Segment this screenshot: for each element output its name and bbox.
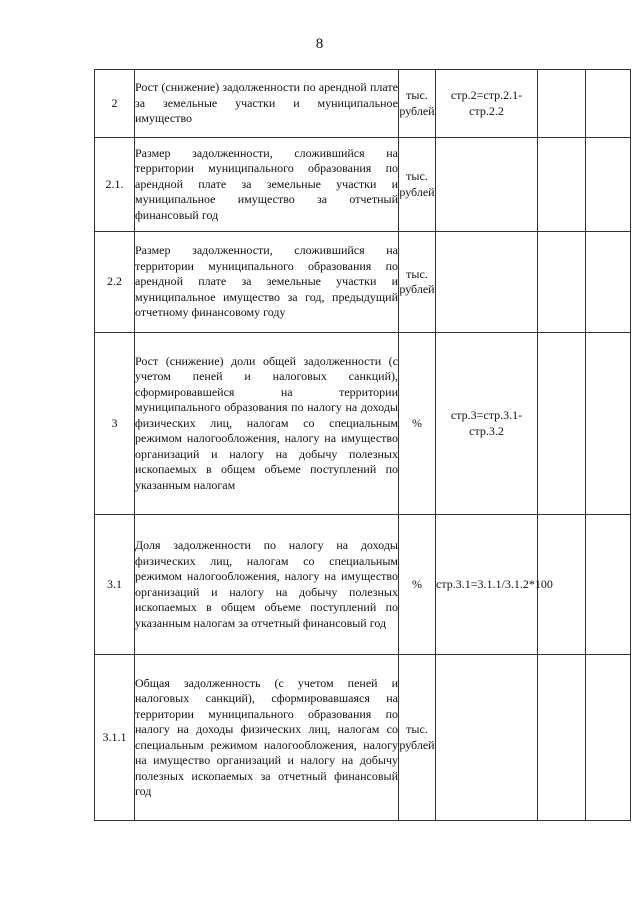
- row-number: 3.1.1: [95, 655, 135, 821]
- table-row: [95, 333, 631, 515]
- row-formula: стр.3.1=3.1.1/3.1.2*100: [436, 515, 538, 655]
- row-number: 3.1: [95, 515, 135, 655]
- value-cell: [586, 515, 631, 655]
- row-description: Рост (снижение) доли общей задолженности (с учетом пеней и налоговых санкций), сформировавшейся на территории муниципального образования по налогу на доходы физических лиц, налогам со специальным режимом налогообложения, налогу на имущество организаций и налогу на добычу полезных ископаемых в общем объеме поступлений по указанным налогам: [135, 333, 399, 515]
- value-cell: [586, 232, 631, 333]
- row-unit: тыс. рублей: [399, 70, 436, 138]
- row-number: 2.1.: [95, 138, 135, 232]
- row-formula: стр.3=стр.3.1-стр.3.2: [436, 333, 538, 515]
- row-description: Размер задолженности, сложившийся на территории муниципального образования по арендной плате за земельные участки и муниципальное имущество за отчетный финансовый год: [135, 138, 399, 232]
- row-formula: стр.2=стр.2.1-стр.2.2: [436, 70, 538, 138]
- row-unit: тыс. рублей: [399, 232, 436, 333]
- row-formula: [436, 138, 538, 232]
- value-cell: [586, 655, 631, 821]
- table-row: [95, 655, 631, 821]
- row-description: Размер задолженности, сложившийся на территории муниципального образования по арендной плате за земельные участки и муниципальное имущество за год, предыдущий отчетному финансовому году: [135, 232, 399, 333]
- row-description: Рост (снижение) задолженности по арендной плате за земельные участки и муниципальное имущество: [135, 70, 399, 138]
- row-number: 2.2: [95, 232, 135, 333]
- value-cell: [538, 333, 586, 515]
- row-description: Общая задолженность (с учетом пеней и налоговых санкций), сформировавшаяся на территории муниципального образования по налогу на доходы физических лиц, налогам со специальным режимом налогообложения, налогу на имущество организаций и налогу на добычу полезных ископаемых за отчетный финансовый год: [135, 655, 399, 821]
- value-cell: [586, 70, 631, 138]
- row-number: 2: [95, 70, 135, 138]
- page-number: 8: [315, 36, 324, 52]
- row-number: 3: [95, 333, 135, 515]
- row-unit: тыс. рублей: [399, 655, 436, 821]
- row-description: Доля задолженности по налогу на доходы физических лиц, налогам со специальным режимом налогообложения, налогу на имущество организаций и налогу на добычу полезных ископаемых в общем объеме поступлений по указанным налогам за отчетный финансовый год: [135, 515, 399, 655]
- row-unit: тыс. рублей: [399, 138, 436, 232]
- row-unit: %: [399, 515, 436, 655]
- value-cell: [538, 70, 586, 138]
- indicator-table: [94, 69, 631, 821]
- row-formula: [436, 655, 538, 821]
- row-unit: %: [399, 333, 436, 515]
- value-cell: [538, 232, 586, 333]
- value-cell: [586, 138, 631, 232]
- value-cell: [586, 333, 631, 515]
- table-row: [95, 70, 631, 138]
- table-row: [95, 138, 631, 232]
- table-row: [95, 515, 631, 655]
- value-cell: [538, 138, 586, 232]
- table-row: [95, 232, 631, 333]
- value-cell: [538, 655, 586, 821]
- row-formula: [436, 232, 538, 333]
